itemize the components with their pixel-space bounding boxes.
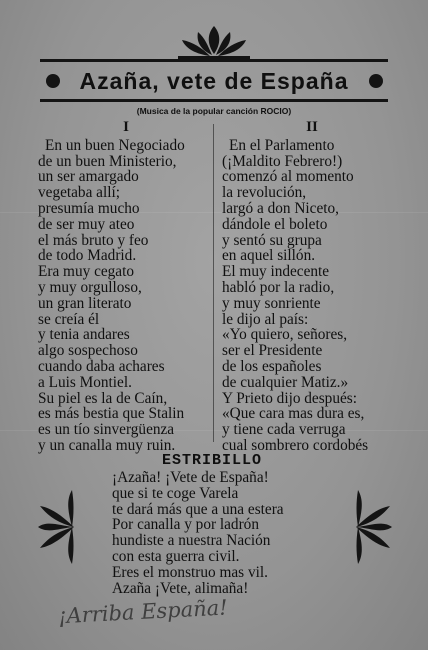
title-rule-top (40, 59, 388, 62)
verse-number: I (123, 119, 129, 135)
chorus-line: que si te coge Varela (112, 484, 239, 502)
title-rule-bottom (40, 99, 388, 102)
verse-line: en aquel sillón. (222, 247, 316, 265)
bullet-dot-icon (46, 74, 60, 88)
column-divider (213, 124, 214, 442)
chorus-line: hundiste a nuestra Nación (112, 532, 271, 550)
chorus-line: con esta guerra civil. (112, 547, 240, 565)
chorus-line: Eres el monstruo mas vil. (112, 563, 268, 581)
verse-line: y tiene cada verruga (222, 421, 346, 439)
handwritten-note: ¡Arriba España! (57, 595, 229, 629)
verse-line: dándole el boleto (222, 215, 328, 233)
verse-line: de todo Madrid. (38, 247, 137, 265)
verse-line: de cualquier Matiz.» (222, 373, 349, 391)
verse-line: de los españoles (222, 357, 322, 375)
verse-line: Era muy cegato (38, 263, 134, 281)
page-title: Azaña, vete de España (79, 67, 349, 94)
verse-line: «Que cara mas dura es, (222, 405, 365, 423)
leaf-ornament-icon (38, 486, 74, 568)
verse-line: le dijo al país: (222, 310, 309, 328)
chorus-heading: ESTRIBILLO (161, 452, 262, 469)
verse-line: el más bruto y feo (38, 231, 149, 249)
verse-line: ser el Presidente (222, 342, 323, 360)
verse-line: «Yo quiero, señores, (222, 326, 348, 344)
verse-line: se creía él (38, 310, 100, 328)
verse-line: a Luis Montiel. (38, 373, 132, 391)
verse-line: y sentó su grupa (222, 231, 322, 249)
verse-line: comenzó al momento (222, 168, 354, 186)
leaf-ornament-icon (356, 486, 392, 568)
verse-line: y un canalla muy ruin. (38, 436, 176, 454)
verse-column-2 (222, 120, 402, 454)
chorus-text (112, 470, 322, 596)
verse-line: vegetaba allí; (38, 184, 120, 202)
verse-line: de un buen Ministerio, (38, 152, 177, 170)
verse-line: y muy orgulloso, (38, 278, 142, 296)
verse-line: cuando daba achares (38, 357, 165, 375)
chorus-line: ¡Azaña! ¡Vete de España! (112, 469, 269, 486)
verse-column-1 (38, 120, 214, 454)
verse-line: y tenia andares (38, 326, 130, 344)
verse-line: algo sospechoso (38, 342, 138, 360)
verse-line: (¡Maldito Febrero!) (222, 152, 343, 170)
verse-line: En un buen Negociado (45, 136, 185, 154)
verse-line: y muy sonriente (222, 294, 321, 312)
verse-line: El muy indecente (222, 263, 330, 281)
verse-line: largó a don Niceto, (222, 199, 339, 217)
verse-number: II (306, 119, 318, 135)
verse-line: la revolución, (222, 184, 307, 202)
subtitle: (Musica de la popular canción ROCIO) (136, 106, 292, 116)
chorus-line: Por canalla y por ladrón (112, 516, 259, 534)
chorus-line: Azaña ¡Vete, alimaña! (112, 579, 249, 597)
verse-line: es un tío sinvergüenza (38, 421, 175, 439)
title-row (40, 64, 388, 98)
verse-line: es más bestia que Stalin (38, 405, 185, 423)
verse-line: Su piel es la de Caín, (38, 389, 168, 407)
lotus-ornament-icon (174, 22, 254, 60)
verse-line: un gran literato (38, 294, 132, 312)
verse-line: un ser amargado (38, 168, 139, 186)
verse-line: En el Parlamento (229, 136, 335, 154)
verse-line: cual sombrero cordobés (222, 436, 369, 454)
chorus-line: te dará más que a una estera (112, 500, 284, 518)
bullet-dot-icon (369, 74, 383, 88)
verse-line: habló por la radio, (222, 278, 335, 296)
verse-line: de ser muy ateo (38, 215, 135, 233)
verse-line: presumía mucho (38, 199, 140, 217)
verse-line: Y Prieto dijo después: (222, 389, 357, 407)
